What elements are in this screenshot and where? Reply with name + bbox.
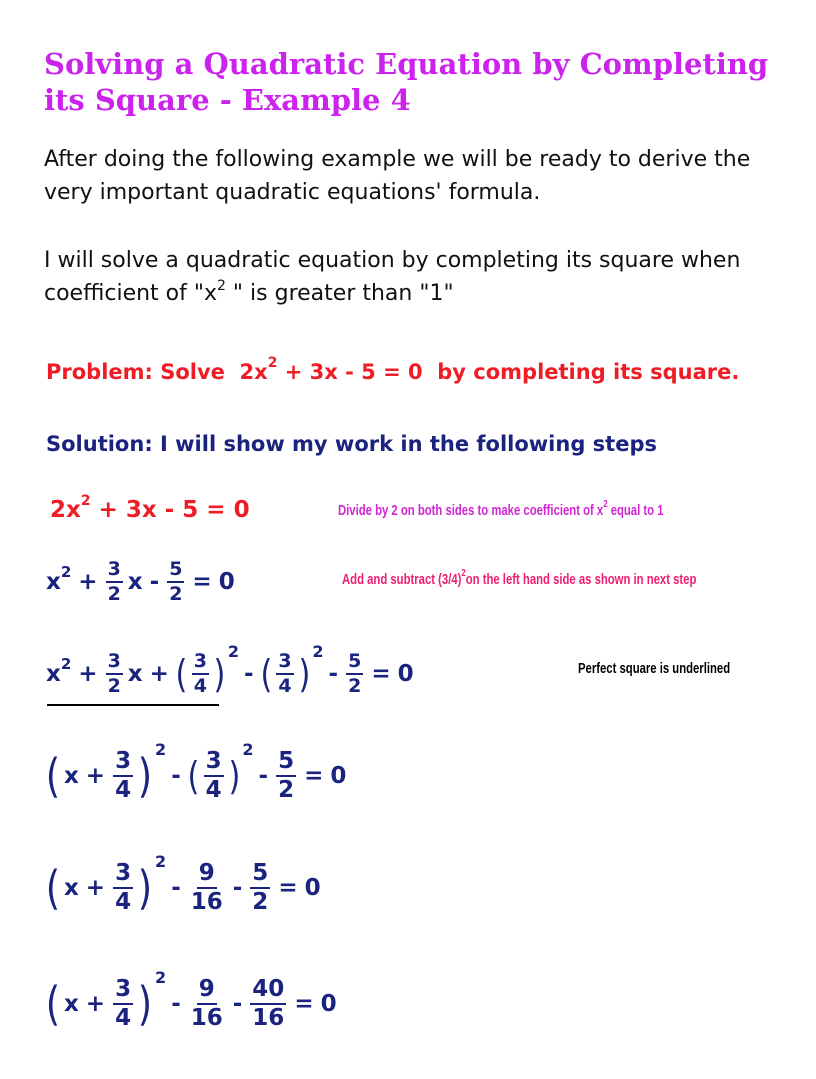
page-title: Solving a Quadratic Equation by Completing its Square - Example 4: [44, 47, 769, 117]
step-2-note: Add and subtract $(3/4)^2on$ the left hand side as shown in next step: [342, 568, 697, 588]
fraction: $\frac{9}{16}$: [190, 860, 223, 915]
fraction: $\frac{5}{2}$: [169, 558, 183, 605]
intro-paragraph-2: I will solve a quadratic equation by completing its square when coefficient of "$x^2$ " is greater than "1": [44, 248, 741, 306]
problem-statement: Problem: Solve $2x^2 + 3x - 5 = 0$ by completing its square.: [46, 355, 740, 384]
fraction: $\frac{5}{2}$: [348, 650, 362, 697]
step-3-equation: $x^2$ + $\frac{3}{2}$ x + ( $\frac{3}{4}$ ) 2 - ( $\frac{3}{4}$ ) 2 - $\frac{5}{2}$ = 0: [46, 642, 414, 697]
fraction: $\frac{3}{2}$: [107, 558, 121, 605]
fraction: $\frac{9}{16}$: [190, 976, 223, 1031]
step-4-equation: ( x + $\frac{3}{4}$ ) 2 - ( $\frac{3}{4}$ ) 2 - $\frac{5}{2}$ = 0: [45, 740, 347, 803]
squared-group: ( x + $\frac{3}{4}$ ) 2: [45, 968, 167, 1031]
step-1-equation: $2x^2 + 3x - 5 = 0$: [50, 493, 250, 523]
intro-paragraph-1: After doing the following example we will be ready to derive the very important quadratic equations' formula.: [44, 147, 751, 205]
step-2-equation: $x^2$ + $\frac{3}{2}$ x - $\frac{5}{2}$ = 0: [46, 558, 235, 605]
perfect-square-underline: [47, 704, 219, 706]
fraction: $\frac{5}{2}$: [252, 860, 269, 915]
step-5-equation: ( x + $\frac{3}{4}$ ) 2 - $\frac{9}{16}$ - $\frac{5}{2}$ = 0: [45, 852, 321, 915]
squared-group: ( $\frac{3}{4}$ ) 2: [187, 740, 254, 803]
step-1-note: Divide by 2 on both sides to make coefficient of $x^2$ equal to 1: [338, 499, 664, 519]
fraction: $\frac{40}{16}$: [252, 976, 285, 1031]
step-3-note: Perfect square is underlined: [578, 661, 731, 677]
squared-group: ( $\frac{3}{4}$ ) 2: [259, 642, 324, 697]
squared-group: ( x + $\frac{3}{4}$ ) 2: [45, 740, 167, 803]
step-6-equation: ( x + $\frac{3}{4}$ ) 2 - $\frac{9}{16}$ - $\frac{40}{16}$ = 0: [45, 968, 337, 1031]
squared-group: ( x + $\frac{3}{4}$ ) 2: [45, 852, 167, 915]
fraction: $\frac{3}{2}$: [107, 650, 121, 697]
squared-group: ( $\frac{3}{4}$ ) 2: [175, 642, 239, 697]
solution-heading: Solution: I will show my work in the following steps: [46, 432, 657, 456]
fraction: $\frac{5}{2}$: [278, 748, 295, 803]
